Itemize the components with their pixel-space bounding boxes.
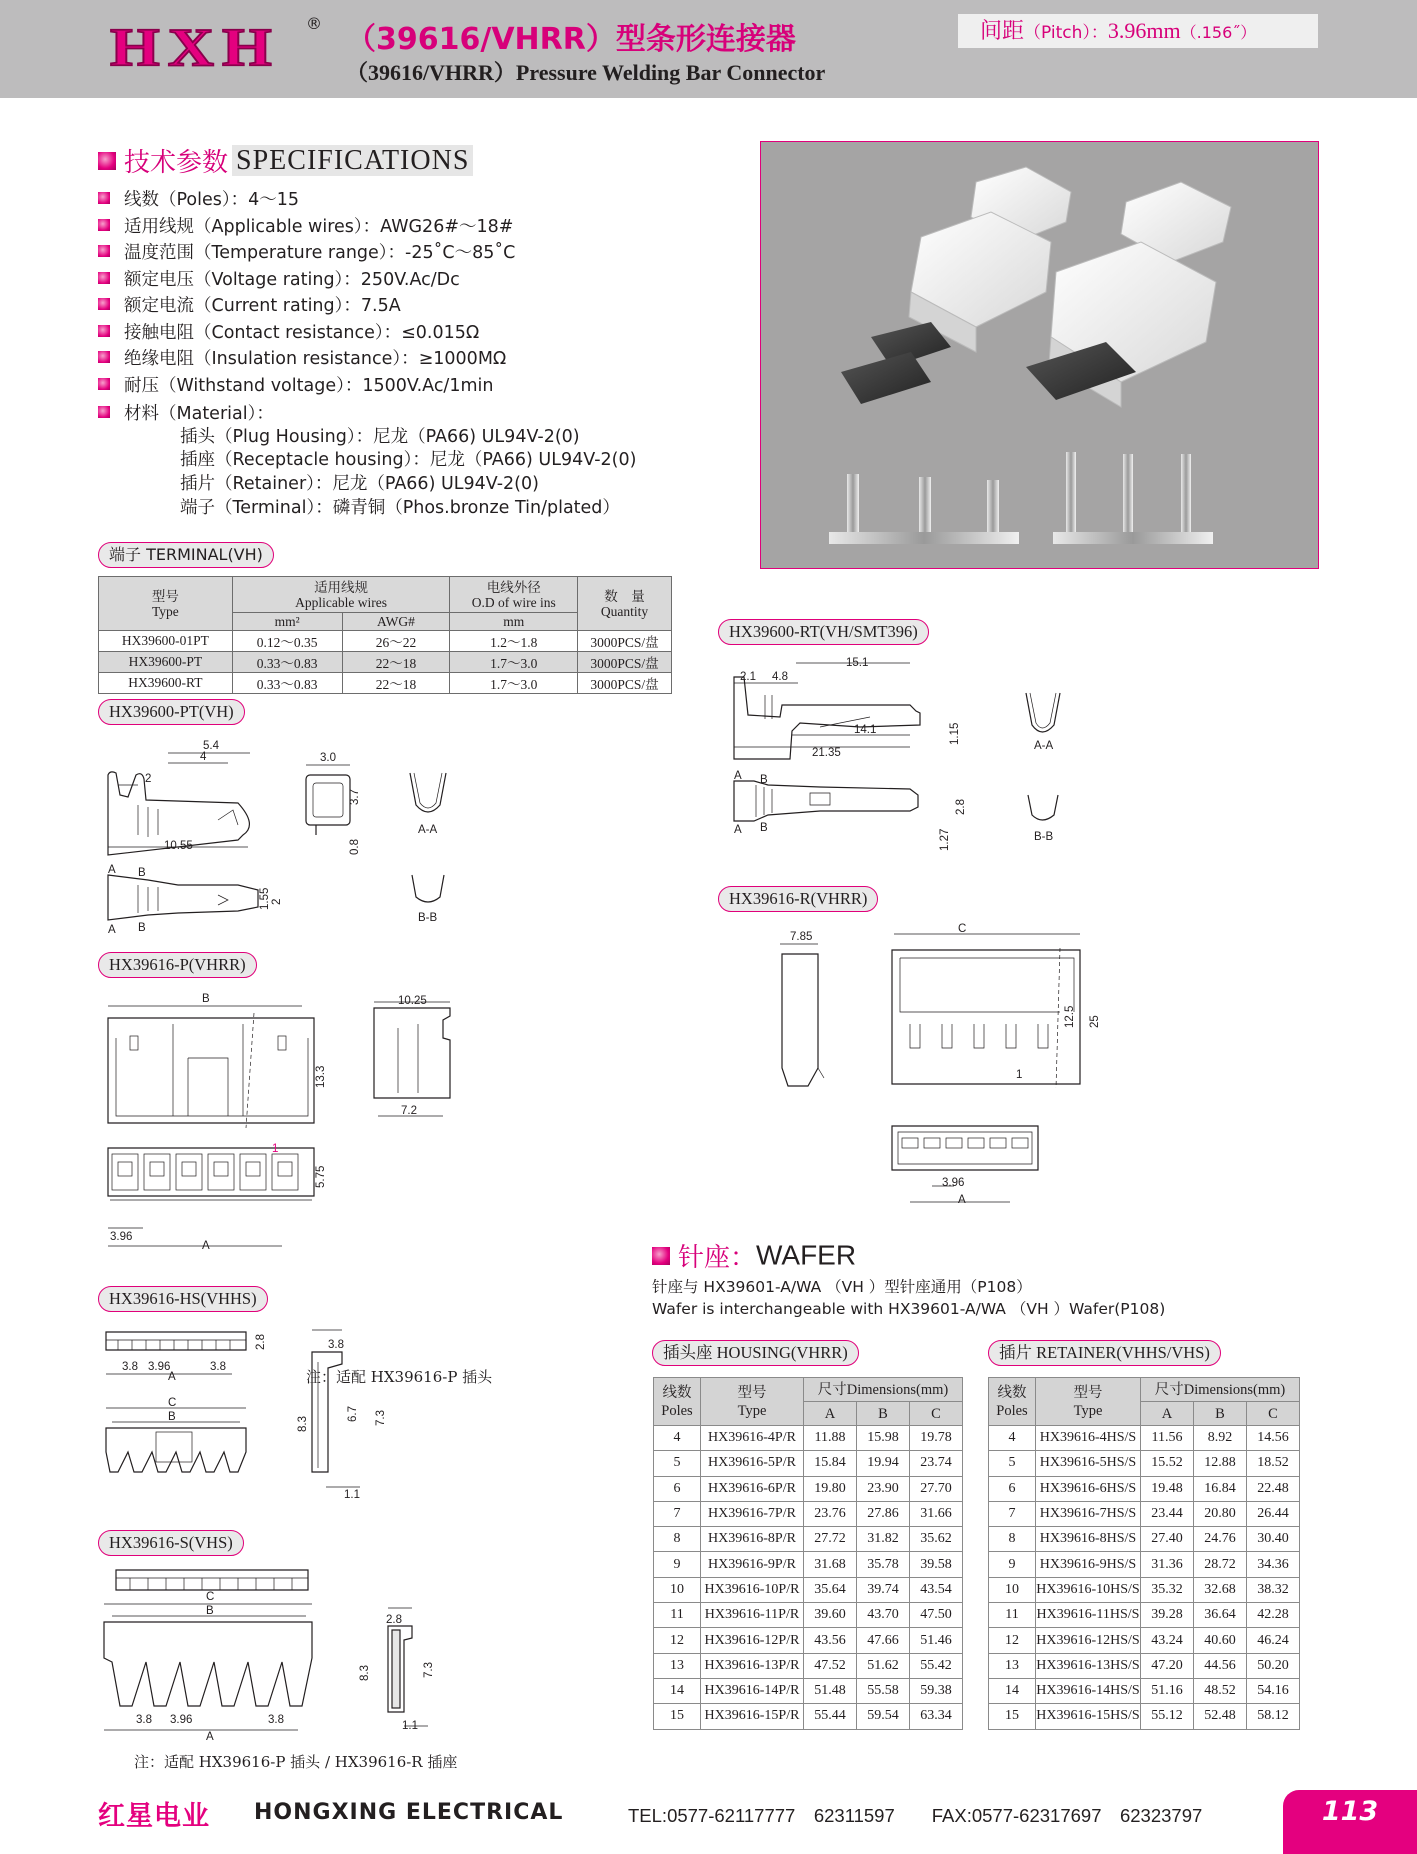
svg-text:3.96: 3.96 xyxy=(170,1714,193,1726)
dim-a: A xyxy=(168,1371,176,1383)
spec-item: 耐压（Withstand voltage）：1500V.Ac/1min xyxy=(98,372,493,397)
svg-text:B: B xyxy=(138,922,146,934)
dim-3-7: 3.7 xyxy=(349,789,361,805)
hxh-logo: HXH xyxy=(110,16,280,78)
dim-7-2: 7.2 xyxy=(401,1105,417,1117)
dim-8-3: 8.3 xyxy=(359,1665,371,1681)
table-row: 6 HX39616-6HS/S 19.48 16.84 22.48 xyxy=(989,1476,1300,1501)
wafer-title-cn: 针座： xyxy=(678,1243,757,1273)
table-row: 8 HX39616-8P/R 27.72 31.82 35.62 xyxy=(654,1527,963,1552)
dim-3-96: 3.96 xyxy=(110,1231,133,1243)
dim-c: C xyxy=(206,1591,215,1603)
square-bullet-icon xyxy=(652,1247,670,1265)
footer-contact: TEL:0577-62117777 62311597 FAX:0577-62317697 62323797 xyxy=(628,1805,1203,1826)
table-row: HX39600-RT 0.33～0.83 22～18 1.7～3.0 3000PCS/盘 xyxy=(99,673,672,694)
dim-2: 2 xyxy=(145,773,152,785)
bullet-icon xyxy=(98,406,110,418)
table-row: 10 HX39616-10HS/S 35.32 32.68 38.32 xyxy=(989,1577,1300,1602)
th-type: 型号 Type xyxy=(1036,1378,1141,1426)
spec-item: 额定电流（Current rating）：7.5A xyxy=(98,292,401,317)
spec-item: 线数（Poles）：4～15 xyxy=(98,186,299,211)
connector-photo-illustration xyxy=(761,142,1320,570)
dim-15-1: 15.1 xyxy=(846,657,869,669)
footer-company-en: HONGXING ELECTRICAL xyxy=(254,1800,564,1825)
r-tag: HX39616-R(VHRR) xyxy=(718,886,878,912)
table-row: 11 HX39616-11HS/S 39.28 36.64 42.28 xyxy=(989,1603,1300,1628)
section-aa: A-A xyxy=(418,824,438,836)
svg-text:A: A xyxy=(734,770,742,782)
dim-2-1: 2.1 xyxy=(740,671,756,683)
pitch-label: （Pitch）： xyxy=(1024,23,1108,43)
pitch-value: 3.96mm xyxy=(1107,18,1181,43)
dim-4-8: 4.8 xyxy=(772,671,788,683)
table-row: 6 HX39616-6P/R 19.80 23.90 27.70 xyxy=(654,1476,963,1501)
table-row: 12 HX39616-12P/R 43.56 47.66 51.46 xyxy=(654,1628,963,1653)
dim-7-3: 7.3 xyxy=(375,1410,387,1426)
page-number: 113 xyxy=(1283,1790,1417,1854)
dim-21-35: 21.35 xyxy=(812,747,841,759)
dim-0-8: 0.8 xyxy=(349,839,361,855)
th-poles: 线数 Poles xyxy=(989,1378,1036,1426)
material-line: 端子（Terminal）：磷青铜（Phos.bronze Tin/plated） xyxy=(180,498,620,518)
dim-2-8: 2.8 xyxy=(386,1614,402,1626)
dim-10-25: 10.25 xyxy=(398,995,427,1007)
dim-7-3: 7.3 xyxy=(423,1662,435,1678)
th-qty: 数 量 Quantity xyxy=(578,577,672,631)
spec-item: 适用线规（Applicable wires）：AWG26#～18# xyxy=(98,213,513,238)
table-row: 11 HX39616-11P/R 39.60 43.70 47.50 xyxy=(654,1603,963,1628)
material-line: 插座（Receptacle housing）：尼龙（PA66) UL94V-2(0) xyxy=(180,450,637,470)
table-row: HX39600-01PT 0.12～0.35 26～22 1.2～1.8 3000PCS/盘 xyxy=(99,631,672,652)
dim-b: B xyxy=(202,993,210,1005)
dim-2-8: 2.8 xyxy=(255,1334,267,1350)
dim-1-1: 1.1 xyxy=(344,1489,360,1501)
s-tag: HX39616-S(VHS) xyxy=(98,1530,244,1556)
th-dims: 尺寸Dimensions(mm) xyxy=(1141,1378,1300,1402)
terminal-tag: 端子 TERMINAL(VH) xyxy=(98,542,274,568)
svg-text:2: 2 xyxy=(271,898,283,905)
table-row: 15 HX39616-15HS/S 55.12 52.48 58.12 xyxy=(989,1704,1300,1729)
product-photo xyxy=(760,141,1319,569)
dim-25: 25 xyxy=(1089,1015,1101,1028)
th-awg: AWG# xyxy=(342,613,450,631)
table-row: 5 HX39616-5HS/S 15.52 12.88 18.52 xyxy=(989,1451,1300,1476)
dim-10-55: 10.55 xyxy=(164,840,193,852)
terminal-table xyxy=(98,576,672,694)
s-note: 注：适配 HX39616-P 插头 / HX39616-R 插座 xyxy=(134,1753,458,1771)
material-line: 插片（Retainer）：尼龙（PA66) UL94V-2(0) xyxy=(180,474,539,494)
svg-text:A: A xyxy=(734,824,742,836)
dim-1-55: 1.55 xyxy=(259,887,271,910)
svg-text:B: B xyxy=(760,774,768,786)
table-row: 10 HX39616-10P/R 35.64 39.74 43.54 xyxy=(654,1577,963,1602)
bullet-icon xyxy=(98,272,110,284)
square-bullet-icon xyxy=(98,152,116,170)
svg-text:A: A xyxy=(108,924,116,936)
table-row: 8 HX39616-8HS/S 27.40 24.76 30.40 xyxy=(989,1527,1300,1552)
housing-table: 线数 Poles 型号 Type 尺寸Dimensions(mm) A B C 4 HX39616-4P/R 11.88 15.98 19.78 5 HX39616-5P/R 15.84 19.94 23.74 6 HX39616-6P/R 19.80 23.90 27.70 7 HX39616-7P/R 23.76 27.86 31.66 8 HX39616-8P/R 27.72 31.82 35.62 9 HX39616-9P/R 31.68 35.78 39.58 10 HX39616-10P/R 35.64 39.74 43.54 11 HX39616-11P/R 39.60 43.70 47.50 12 HX39616-12P/R 43.56 47.66 51.46 13 HX39616-13P/R 47.52 51.62 55.42 14 HX39616-14P/R 51.48 55.58 59.38 15 HX39616-15P/R 55.44 59.54 63.34 xyxy=(653,1377,963,1730)
table-row: 15 HX39616-15P/R 55.44 59.54 63.34 xyxy=(654,1704,963,1729)
table-row: 4 HX39616-4HS/S 11.56 8.92 14.56 xyxy=(989,1426,1300,1451)
table-row: 9 HX39616-9P/R 31.68 35.78 39.58 xyxy=(654,1552,963,1577)
pitch-cn: 间距 xyxy=(980,19,1025,44)
svg-text:B: B xyxy=(138,867,146,879)
material-line: 插头（Plug Housing）：尼龙（PA66) UL94V-2(0) xyxy=(180,427,580,447)
dim-b: B xyxy=(168,1411,176,1423)
bullet-icon xyxy=(98,325,110,337)
dim-1-27: 1.27 xyxy=(939,828,951,851)
spec-item: 额定电压（Voltage rating）：250V.Ac/Dc xyxy=(98,266,460,291)
th-dims: 尺寸Dimensions(mm) xyxy=(804,1378,963,1402)
table-row: 7 HX39616-7HS/S 23.44 20.80 26.44 xyxy=(989,1501,1300,1526)
table-row: 13 HX39616-13P/R 47.52 51.62 55.42 xyxy=(654,1653,963,1678)
svg-text:3.8: 3.8 xyxy=(136,1714,152,1726)
spec-item: 温度范围（Temperature range）：-25˚C～85˚C xyxy=(98,239,515,264)
bullet-icon xyxy=(98,378,110,390)
spec-item: 接触电阻（Contact resistance）：≤0.015Ω xyxy=(98,319,479,344)
th-wires: 适用线规 Applicable wires xyxy=(232,577,450,613)
svg-text:3.8: 3.8 xyxy=(268,1714,284,1726)
table-row: HX39600-PT 0.33～0.83 22～18 1.7～3.0 3000PCS/盘 xyxy=(99,652,672,673)
wafer-note-en: Wafer is interchangeable with HX39601-A/WA （VH ）Wafer(P108) xyxy=(652,1300,1166,1318)
page-title-en: （39616/VHRR）Pressure Welding Bar Connector xyxy=(346,60,826,85)
bullet-icon xyxy=(98,245,110,257)
page-header xyxy=(0,0,1417,98)
table-row: 9 HX39616-9HS/S 31.36 28.72 34.36 xyxy=(989,1552,1300,1577)
dim-5-4: 5.4 xyxy=(203,740,219,752)
pt-tag: HX39600-PT(VH) xyxy=(98,699,245,725)
dim-1-1: 1.1 xyxy=(402,1720,418,1732)
bullet-icon xyxy=(98,219,110,231)
pin-one-mark: 1 xyxy=(272,1143,279,1155)
cavity-row xyxy=(112,1154,298,1190)
dim-12-5: 12.5 xyxy=(1064,1005,1076,1028)
table-row: 4 HX39616-4P/R 11.88 15.98 19.78 xyxy=(654,1426,963,1451)
bullet-icon xyxy=(98,298,110,310)
dim-c: C xyxy=(958,923,967,935)
dim-3-8: 3.8 xyxy=(328,1339,344,1351)
specs-heading xyxy=(98,142,473,179)
footer-company-cn: 红星电业 xyxy=(98,1801,210,1832)
th-type: 型号 Type xyxy=(99,577,233,631)
svg-text:A: A xyxy=(108,864,116,876)
wafer-heading xyxy=(652,1237,856,1274)
p-drawing xyxy=(98,988,488,1258)
section-bb: B-B xyxy=(1034,831,1054,843)
rt-drawing xyxy=(720,655,1130,855)
spec-item: 绝缘电阻（Insulation resistance）：≥1000MΩ xyxy=(98,345,506,370)
wafer-note-cn: 针座与 HX39601-A/WA （VH ）型针座通用（P108） xyxy=(652,1278,1032,1296)
table-row: 12 HX39616-12HS/S 43.24 40.60 46.24 xyxy=(989,1628,1300,1653)
pitch-inch: （.156˝） xyxy=(1180,23,1257,42)
table-row: 13 HX39616-13HS/S 47.20 44.56 50.20 xyxy=(989,1653,1300,1678)
th-poles: 线数 Poles xyxy=(654,1378,701,1426)
hs-drawing xyxy=(98,1322,398,1512)
hs-tag: HX39616-HS(VHHS) xyxy=(98,1286,268,1312)
dim-5-75: 5.75 xyxy=(315,1165,327,1188)
dim-7-85: 7.85 xyxy=(790,931,813,943)
dim-8-3: 8.3 xyxy=(297,1416,309,1432)
dim-c: C xyxy=(168,1397,177,1409)
pitch-box xyxy=(958,14,1318,48)
bullet-icon xyxy=(98,192,110,204)
dim-13-3: 13.3 xyxy=(315,1065,327,1088)
specs-title-cn: 技术参数 xyxy=(124,148,229,178)
svg-text:3.8: 3.8 xyxy=(210,1361,226,1373)
r-drawing xyxy=(760,918,1100,1218)
dim-a: A xyxy=(202,1240,210,1252)
dim-b: B xyxy=(206,1605,214,1617)
table-row: 5 HX39616-5P/R 15.84 19.94 23.74 xyxy=(654,1451,963,1476)
wafer-title-en: WAFER xyxy=(756,1239,857,1271)
s-drawing xyxy=(98,1566,458,1746)
hs-note: 注：适配 HX39616-P 插头 xyxy=(306,1368,493,1386)
section-aa: A-A xyxy=(1034,740,1054,752)
registered-mark: ® xyxy=(306,14,322,33)
p-tag: HX39616-P(VHRR) xyxy=(98,952,257,978)
cavity-row xyxy=(902,1138,1028,1148)
th-type: 型号 Type xyxy=(701,1378,804,1426)
housing-tag: 插头座 HOUSING(VHRR) xyxy=(652,1340,859,1366)
dim-14-1: 14.1 xyxy=(854,724,877,736)
retainer-table: 线数 Poles 型号 Type 尺寸Dimensions(mm) A B C 4 HX39616-4HS/S 11.56 8.92 14.56 5 HX39616-5HS/S 15.52 12.88 18.52 6 HX39616-6HS/S 19.48 16.84 22.48 7 HX39616-7HS/S 23.44 20.80 26.44 8 HX39616-8HS/S 27.40 24.76 30.40 9 HX39616-9HS/S 31.36 28.72 34.36 10 HX39616-10HS/S 35.32 32.68 38.32 11 HX39616-11HS/S 39.28 36.64 42.28 12 HX39616-12HS/S 43.24 40.60 46.24 13 HX39616-13HS/S 47.20 44.56 50.20 14 HX39616-14HS/S 51.16 48.52 54.16 15 HX39616-15HS/S 55.12 52.48 58.12 xyxy=(988,1377,1300,1730)
rt-tag: HX39600-RT(VH/SMT396) xyxy=(718,619,929,645)
dim-3-96: 3.96 xyxy=(942,1177,965,1189)
svg-text:3.96: 3.96 xyxy=(148,1361,171,1373)
page-title-cn: （39616/VHRR）型条形连接器 xyxy=(346,22,796,57)
svg-text:B: B xyxy=(760,822,768,834)
table-row: 14 HX39616-14HS/S 51.16 48.52 54.16 xyxy=(989,1678,1300,1703)
svg-text:3.8: 3.8 xyxy=(122,1361,138,1373)
dim-1-15: 1.15 xyxy=(949,722,961,745)
dim-a: A xyxy=(206,1731,214,1743)
spec-item: 材料（Material）： xyxy=(98,400,274,425)
bullet-icon xyxy=(98,351,110,363)
dim-6-7: 6.7 xyxy=(347,1406,359,1422)
th-mm: mm xyxy=(450,613,578,631)
table-row: 7 HX39616-7P/R 23.76 27.86 31.66 xyxy=(654,1501,963,1526)
dim-a: A xyxy=(958,1194,966,1206)
section-bb: B-B xyxy=(418,912,438,924)
dim-2-8: 2.8 xyxy=(955,799,967,815)
retainer-tag: 插片 RETAINER(VHHS/VHS) xyxy=(988,1340,1221,1366)
pt-drawing xyxy=(98,735,458,945)
th-od: 电线外径 O.D of wire ins xyxy=(450,577,578,613)
dim-3-0: 3.0 xyxy=(320,752,336,764)
specs-title-en: SPECIFICATIONS xyxy=(232,145,473,176)
th-mm2: mm² xyxy=(232,613,342,631)
pin-one-mark: 1 xyxy=(1016,1069,1023,1081)
table-row: 14 HX39616-14P/R 51.48 55.58 59.38 xyxy=(654,1678,963,1703)
dim-4: 4 xyxy=(200,751,207,763)
